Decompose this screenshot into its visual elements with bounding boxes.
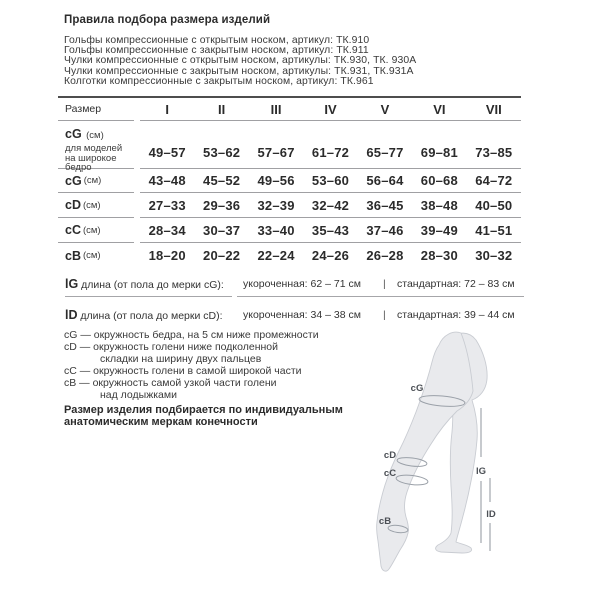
- cell: 53–62: [203, 145, 241, 160]
- table-row-cB: [58, 243, 521, 268]
- diagram-label-cC: cC: [383, 468, 397, 479]
- length-label: lG: [65, 277, 79, 291]
- table-row-cG-wide-hip: [58, 121, 521, 174]
- cell: 69–81: [420, 145, 458, 160]
- separator-bar: |: [383, 309, 386, 321]
- cell: 53–60: [311, 173, 350, 188]
- cell: 43–48: [148, 173, 186, 188]
- size-table-header-row: [58, 98, 521, 121]
- table-row-cG: [58, 169, 521, 193]
- diagram-label-cG: cG: [410, 383, 424, 394]
- cell: 33–40: [257, 222, 295, 238]
- size-table-column-headers: [140, 98, 521, 121]
- cell: 24–26: [311, 248, 350, 263]
- cell: 28–30: [420, 248, 458, 263]
- cell: 64–72: [475, 173, 513, 188]
- cell: 36–45: [366, 197, 404, 213]
- divider-line: [237, 296, 524, 297]
- article-line: Гольфы компрессионные с закрытым носком, артикул: ТК.911: [64, 45, 369, 57]
- column-header: VI: [433, 101, 446, 117]
- cell: 28–34: [148, 222, 186, 238]
- selection-note: Размер изделия подбирается по индивидуальным анатомическим меркам конечности: [64, 404, 343, 428]
- footnote-cD-continued: складки на ширину двух пальцев: [100, 352, 262, 365]
- row-unit: (см): [86, 130, 104, 141]
- footnote-cG: cG — окружность бедра, на 5 см ниже промежности: [64, 329, 319, 341]
- cell: 60–68: [420, 173, 458, 188]
- page-title: Правила подбора размера изделий: [64, 14, 271, 26]
- column-header: I: [165, 101, 170, 117]
- cell: 30–37: [203, 222, 241, 238]
- footnote-cB: cB — окружность самой узкой части голени: [64, 376, 277, 389]
- column-header: III: [270, 101, 282, 117]
- row-unit: (см): [82, 199, 101, 211]
- row-label: cC: [65, 223, 81, 237]
- size-table: [58, 96, 521, 268]
- article-line: Чулки компрессионные с закрытым носком, артикулы: ТК.931, ТК.931А: [64, 65, 414, 77]
- column-header: V: [380, 101, 390, 117]
- row-unit: (см): [83, 175, 102, 186]
- column-header: II: [218, 101, 226, 117]
- cell: 45–52: [203, 173, 241, 188]
- cell: 38–48: [420, 197, 458, 213]
- cell: 41–51: [475, 222, 513, 238]
- table-row-cC: [58, 218, 521, 243]
- length-standard-value: стандартная: 39 – 44 см: [397, 309, 515, 321]
- length-desc: длина (от пола до мерки cD):: [77, 310, 223, 322]
- cell: 26–28: [366, 248, 404, 263]
- diagram-label-lG: lG: [475, 466, 487, 477]
- length-row-lG: [58, 271, 524, 297]
- size-table-corner-label: Размер: [58, 98, 134, 121]
- length-label: lD: [65, 308, 78, 322]
- article-line: Чулки компрессионные с открытым носком, артикулы: ТК.930, ТК. 930А: [64, 55, 417, 67]
- diagram-label-lD: lD: [486, 509, 496, 520]
- cell: 39–49: [420, 222, 458, 238]
- article-line: Колготки компрессионные с закрытым носком, артикул: ТК.961: [64, 75, 374, 87]
- cell: 37–46: [366, 222, 404, 238]
- table-row-cD: [58, 193, 521, 218]
- cell: 30–32: [475, 248, 513, 263]
- diagram-label-cB: cB: [378, 516, 392, 527]
- length-standard-value: стандартная: 72 – 83 см: [397, 278, 515, 290]
- cell: 32–39: [257, 197, 295, 213]
- row-label: cG: [65, 173, 82, 188]
- cell: 49–57: [148, 145, 186, 160]
- divider-line: [65, 296, 232, 297]
- row-label: cG: [65, 127, 82, 141]
- diagram-label-cD: cD: [383, 450, 397, 461]
- length-short-value: укороченная: 62 – 71 см: [243, 278, 361, 290]
- article-list: [64, 36, 416, 87]
- separator-bar: |: [383, 278, 386, 290]
- cell: 22–24: [257, 248, 295, 263]
- cell: 18–20: [148, 248, 186, 263]
- leg-measurement-diagram: [368, 325, 575, 597]
- footnote-cD: cD — окружность голени ниже подколенной: [64, 340, 279, 353]
- measurement-footnotes: [64, 330, 319, 401]
- cell: 73–85: [475, 145, 513, 160]
- row-note: для моделей на широкое бедро: [65, 143, 123, 174]
- cell: 57–67: [257, 145, 295, 160]
- cell: 61–72: [311, 145, 350, 160]
- length-desc: длина (от пола до мерки cG):: [78, 279, 224, 291]
- cell: 27–33: [148, 197, 186, 213]
- footnote-cC: cC — окружность голени в самой широкой части: [64, 364, 302, 377]
- length-short-value: укороченная: 34 – 38 см: [243, 309, 361, 321]
- cell: 32–42: [311, 197, 350, 213]
- article-line: Гольфы компрессионные с открытым носком, артикул: ТК.910: [64, 35, 370, 46]
- cell: 20–22: [203, 248, 241, 263]
- cell: 56–64: [366, 173, 404, 188]
- footnote-cB-continued: над лодыжками: [100, 388, 177, 401]
- column-header: IV: [324, 101, 337, 117]
- row-label: cB: [65, 248, 81, 263]
- cell: 35–43: [311, 222, 350, 238]
- cell: 65–77: [366, 145, 404, 160]
- row-label: cD: [65, 198, 81, 212]
- row-unit: (см): [82, 224, 101, 236]
- column-header: VII: [485, 101, 502, 117]
- cell: 40–50: [475, 197, 513, 213]
- row-unit: (см): [82, 250, 101, 261]
- cell: 49–56: [257, 173, 295, 188]
- cell: 29–36: [203, 197, 241, 213]
